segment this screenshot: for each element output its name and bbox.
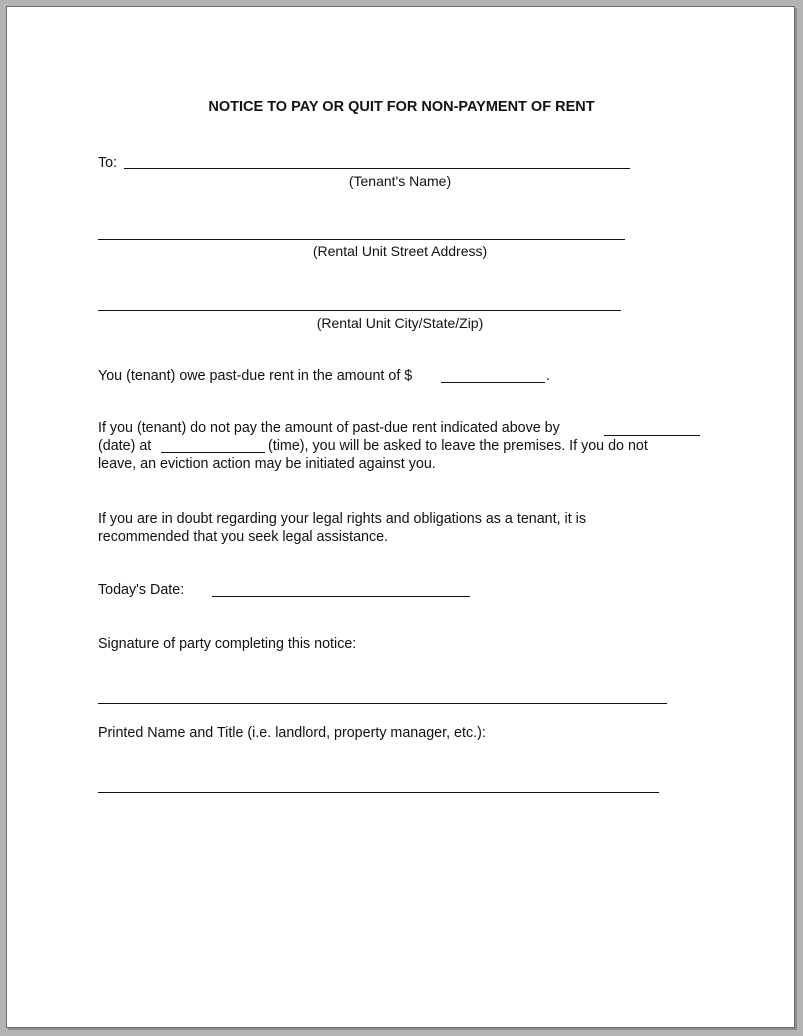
owe-text: You (tenant) owe past-due rent in the amount of $: [98, 368, 413, 384]
tenant-name-line[interactable]: [124, 168, 630, 169]
pay-line-3: leave, an eviction action may be initiated against you.: [98, 456, 436, 472]
city-state-zip-caption: (Rental Unit City/State/Zip): [316, 315, 484, 331]
pay-by-date-line[interactable]: [604, 435, 700, 436]
owe-period: .: [546, 368, 550, 384]
printed-name-label: Printed Name and Title (i.e. landlord, property manager, etc.):: [98, 725, 486, 741]
street-address-line[interactable]: [98, 239, 625, 240]
document-title: NOTICE TO PAY OR QUIT FOR NON-PAYMENT OF RENT: [208, 99, 595, 115]
tenant-name-caption: (Tenant's Name): [348, 173, 452, 189]
todays-date-line[interactable]: [212, 596, 470, 597]
signature-label: Signature of party completing this notice:: [98, 636, 357, 652]
doubt-line-2: recommended that you seek legal assistance.: [98, 529, 389, 545]
city-state-zip-line[interactable]: [98, 310, 621, 311]
pay-line-2-rest: (time), you will be asked to leave the premises. If you do not: [268, 438, 648, 454]
street-address-caption: (Rental Unit Street Address): [312, 243, 488, 259]
pay-line-2-date: (date) at: [98, 438, 152, 454]
signature-line[interactable]: [98, 703, 667, 704]
doubt-line-1: If you are in doubt regarding your legal rights and obligations as a tenant, it is: [98, 511, 586, 527]
pay-by-time-line[interactable]: [161, 452, 265, 453]
amount-line[interactable]: [441, 382, 545, 383]
printed-name-line[interactable]: [98, 792, 659, 793]
to-label: To:: [98, 155, 118, 171]
todays-date-label: Today's Date:: [98, 582, 185, 598]
pay-line-1: If you (tenant) do not pay the amount of past-due rent indicated above by: [98, 420, 560, 436]
